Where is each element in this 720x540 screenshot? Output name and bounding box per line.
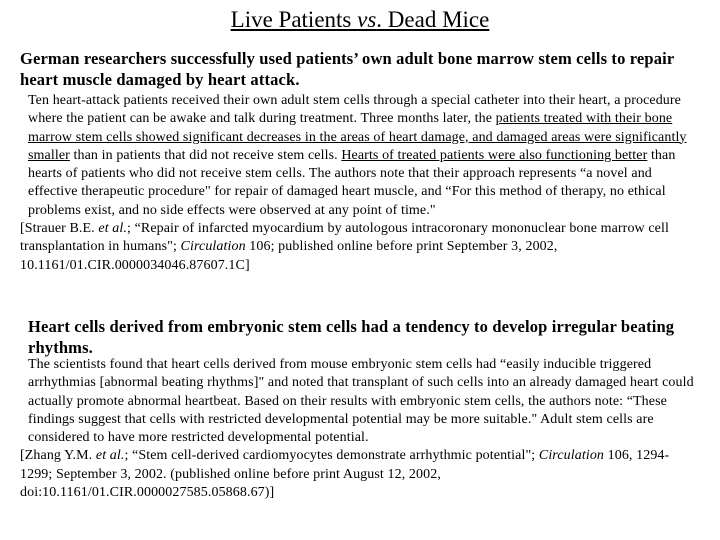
section-1-paragraph: Ten heart-attack patients received their own adult stem cells through a special catheter into their heart, a procedure where the patient can be awake and talk during treatment. Three months later, the patients treated with their bone marrow stem cells showed significant decreases in the areas of heart damage, and damaged areas were significantly smaller than in patients that did not receive stem cells. Hearts of treated patients were also functioning better than hearts of patients who did not receive stem cells. The authors note that their approach represents “a novel and effective therapeutic procedure" for repair of damaged heart muscle, and “For this method of therapy, no ethical problems exist, and no side effects were observed at any point of time." <box>28 93 687 218</box>
section-1-heading: German researchers successfully used patients’ own adult bone marrow stem cells to repair heart muscle damaged by heart attack. <box>20 49 675 89</box>
title-italic-vs: vs <box>357 7 377 32</box>
title-text <box>231 7 490 32</box>
slide-title <box>0 6 720 34</box>
title-part-2: . Dead Mice <box>376 7 490 32</box>
section-2-body <box>20 356 698 502</box>
journal-name: Circulation <box>538 448 605 464</box>
underlined-finding-1: patients treated with their bone marrow stem cells showed significant decreases in the areas of heart damage, and damaged areas were significantly smaller <box>28 111 687 163</box>
underlined-finding-2: Hearts of treated patients were also functioning better <box>341 147 648 163</box>
section-2-paragraph: The scientists found that heart cells derived from mouse embryonic stem cells had “easily inducible triggered arrhythmias [abnormal beating rhythms]" and noted that transplant of such cells into an already damaged heart could actually promote abnormal heartbeat. Based on their results with embryonic stem cells, the authors note: “These findings suggest that cells with restricted developmental potential may be more suitable." Adult stem cells are considered to have more restricted developmental potential. <box>28 357 694 446</box>
journal-name: Circulation <box>180 239 246 255</box>
title-part-1: Live Patients <box>230 7 358 32</box>
section-2-heading: Heart cells derived from embryonic stem cells had a tendency to develop irregular beating rhythms. <box>28 317 675 357</box>
section-1-citation: [Strauer B.E. et al.; “Repair of infarcted myocardium by autologous intracoronary mononuclear bone marrow cell transplantation in humans"; Circulation 106; published online before print September 3, 2002, 10.1161/01.CIR.0000034046.87607.1C] <box>20 221 669 273</box>
section-1-body <box>20 92 698 275</box>
section-2-citation: [Zhang Y.M. et al.; “Stem cell-derived cardiomyocytes demonstrate arrhythmic potential"; Circulation 106, 1294-1299; September 3, 2002. (published online before print August 12, 2002, doi:10.1161/01.CIR.0000027585.05868.67)] <box>20 448 670 501</box>
